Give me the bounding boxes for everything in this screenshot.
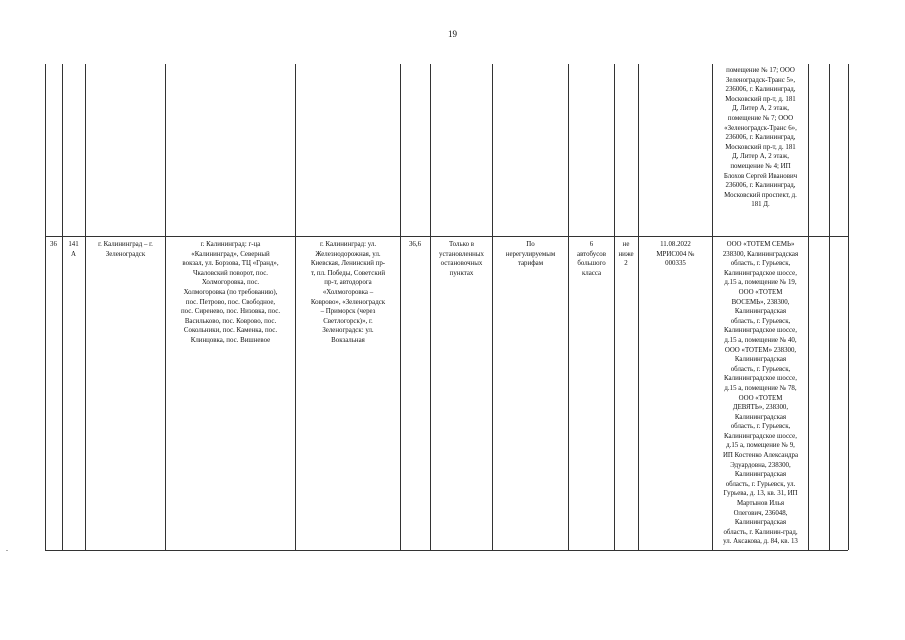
route-streets: г. Калининград: ул. Железнодорожная, ул. Киевская, Ленинский пр- т, пл. Победы, Советский пр-т, автодорога «Холмогоровка – Коврово», «Зеленоградск – Приморск (через Светлогорск)», г. Зеленоградск: ул. Вокзальная — [310, 241, 386, 344]
eco-class: не ниже 2 — [618, 241, 634, 268]
top-row-carriers: помещение № 17; ООО Зеленоградск-Транс 5», 236006, г. Калининград, Московский пр-т, д. 181 Д, Литер А, 2 этаж, помещение № 7; ООО «Зеленоградск-Транс 6», 236006, г. Калининград, Московский пр-т, д. 181 Д, Литер А, 2 этаж, помещение № 4; ИП Блохов Сергей Иванович 236006, г. Калининград, Московский проспект, д. 181 Д. — [723, 67, 798, 209]
vehicles: 6 автобусов большого класса — [577, 241, 606, 277]
table-vline — [85, 64, 86, 550]
start-info: 11.08.2022 МРИС004 № 000335 — [656, 241, 695, 268]
tariff-type: По нерегулируемым тарифам — [505, 241, 556, 268]
table-hline — [45, 236, 848, 237]
table-vline — [848, 64, 849, 550]
table-vline — [400, 64, 401, 550]
carriers: ООО «ТОТЕМ СЕМЬ» 238300, Калининградская область, г. Гурьевск, Калининградское шоссе, д.15 а, помещение № 19, ООО «ТОТЕМ ВОСЕМЬ», 238300, Калининградская область, г. Гурьевск, Калининградское шоссе, д.15 а, помещение № 40, ООО «ТОТЕМ» 238300, Калининградская область, г. Гурьевск, Калининградское шоссе, д.15 а, помещение № 78, ООО «ТОТЕМ ДЕВЯТЬ», 238300, Калининградская область, г. Гурьевск, Калининградское шоссе, д.15 а, помещение № 9, ИП Костенко Александра Эдуардовна, 238300, Калининградская область, г. Гурьевск, ул. Гурьева, д. 13, кв. 31, ИП Мартынов Илья Олегович, 236048, Калининградская область, г. Калинин-град, ул. Аксакова, д. 84, кв. 13 — [722, 241, 799, 546]
table-vline — [829, 64, 830, 550]
route-number: 141 А — [68, 241, 79, 258]
route-length: 36,6 — [408, 241, 422, 248]
margin-dot: - — [6, 548, 8, 554]
table-vline — [492, 64, 493, 550]
table-vline — [568, 64, 569, 550]
page-number: 19 — [448, 29, 457, 39]
table-hline — [45, 550, 848, 551]
route-name: г. Калининград – г. Зеленоградск — [98, 241, 153, 258]
table-vline — [430, 64, 431, 550]
table-vline — [614, 64, 615, 550]
table-vline — [638, 64, 639, 550]
table-vline — [808, 64, 809, 550]
table-vline — [45, 64, 46, 550]
stop-order: Только в установленных остановочных пунктах — [439, 241, 484, 277]
route-stops: г. Калининград: г-ца «Калининград», Северный вокзал, ул. Борзова, ТЦ «Гранд», Чкаловский поворот, пос. Холмогоровка, пос. Холмогоровка (по требованию), пос. Петрово, пос. Свободное, пос. Сиренево, пос. Низовка, пос. Васильково, пос. Коврово, пос. Сокольники, пос. Каменка, пос. Клинцовка, пос. Вишневое — [180, 241, 281, 344]
row-number: 36 — [50, 241, 57, 248]
table-vline — [62, 64, 63, 550]
